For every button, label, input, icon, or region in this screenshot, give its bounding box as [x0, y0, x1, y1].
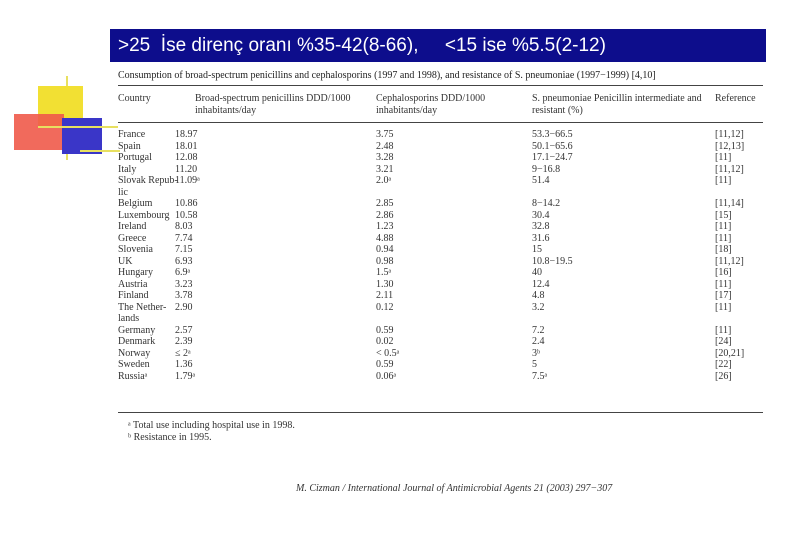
- cell-country: Spain: [118, 140, 141, 152]
- cell-cephalosporins: 0.02: [376, 336, 394, 347]
- footnote-b: ᵇ Resistance in 1995.: [128, 432, 212, 443]
- cell-reference: [11]: [715, 324, 732, 336]
- cell-cephalosporins: 4.88: [376, 232, 394, 244]
- cell-resistance: 7.5ᵃ: [532, 370, 548, 382]
- cell-reference: [16]: [715, 267, 732, 278]
- cell-reference: [12,13]: [715, 140, 745, 152]
- cell-resistance: 40: [532, 267, 542, 278]
- cell-penicillins: 11.09ᵃ: [175, 175, 200, 186]
- cell-penicillins: 18.97: [175, 129, 198, 140]
- cell-resistance: 15: [532, 244, 542, 255]
- cell-penicillins: 10.86: [175, 198, 198, 209]
- cell-resistance: 50.1−65.6: [532, 140, 573, 152]
- cell-cephalosporins: 2.0ᵃ: [376, 175, 392, 186]
- table-bottom-rule: [118, 412, 763, 413]
- cell-resistance: 4.8: [532, 290, 545, 301]
- cell-country: UK: [118, 255, 133, 267]
- cell-penicillins: 10.58: [175, 209, 198, 221]
- cell-penicillins: 12.08: [175, 152, 198, 163]
- cell-cephalosporins: < 0.5ᵃ: [376, 347, 400, 359]
- cell-country: Hungary: [118, 267, 153, 278]
- cell-reference: [11]: [715, 175, 732, 186]
- cell-country-continued: lic: [118, 186, 128, 198]
- cell-cephalosporins: 3.28: [376, 152, 394, 163]
- decorative-blue-square: [62, 118, 102, 154]
- cell-country: The Nether-: [118, 301, 167, 313]
- cell-resistance: 30.4: [532, 209, 550, 221]
- cell-penicillins: 6.93: [175, 255, 193, 267]
- header-resistance: S. pneumoniae Penicillin intermediate and resistant (%): [532, 93, 702, 116]
- cell-cephalosporins: 0.98: [376, 255, 394, 267]
- cell-cephalosporins: 0.59: [376, 359, 394, 370]
- cell-reference: [11,12]: [715, 255, 744, 267]
- footnote-a: ᵃ Total use including hospital use in 1998.: [128, 420, 295, 431]
- cell-country: Ireland: [118, 221, 147, 232]
- cell-resistance: 10.8−19.5: [532, 255, 573, 267]
- cell-penicillins: 6.9ᵃ: [175, 267, 191, 278]
- cell-reference: [11]: [715, 221, 732, 232]
- cell-country: Finland: [118, 290, 149, 301]
- cell-country: France: [118, 129, 146, 140]
- cell-country: Norway: [118, 347, 151, 359]
- cell-penicillins: 11.20: [175, 163, 198, 175]
- cell-reference: [15]: [715, 209, 732, 221]
- cell-country: Denmark: [118, 336, 156, 347]
- cell-resistance: 53.3−66.5: [532, 129, 573, 140]
- table-top-rule: [118, 85, 763, 86]
- cell-country: Austria: [118, 278, 148, 290]
- cell-country: Belgium: [118, 198, 153, 209]
- cell-country: Germany: [118, 324, 156, 336]
- cell-reference: [20,21]: [715, 347, 745, 359]
- cell-penicillins: 18.01: [175, 140, 198, 152]
- cell-resistance: 3.2: [532, 301, 545, 313]
- cell-reference: [26]: [715, 370, 732, 382]
- decorative-line: [80, 150, 120, 152]
- cell-resistance: 31.6: [532, 232, 550, 244]
- cell-cephalosporins: 3.75: [376, 129, 394, 140]
- header-country: Country: [118, 93, 151, 104]
- cell-cephalosporins: 1.5ᵃ: [376, 267, 392, 278]
- cell-resistance: 5: [532, 359, 537, 370]
- cell-country: Italy: [118, 163, 137, 175]
- cell-cephalosporins: 0.94: [376, 244, 394, 255]
- cell-reference: [24]: [715, 336, 732, 347]
- cell-resistance: 9−16.8: [532, 163, 561, 175]
- cell-penicillins: 7.74: [175, 232, 193, 244]
- cell-resistance: 2.4: [532, 336, 545, 347]
- table-header-rule: [118, 122, 763, 123]
- cell-reference: [11,12]: [715, 163, 744, 175]
- cell-country: Greece: [118, 232, 147, 244]
- cell-cephalosporins: 0.12: [376, 301, 394, 313]
- cell-reference: [11]: [715, 278, 732, 290]
- cell-resistance: 8−14.2: [532, 198, 561, 209]
- cell-penicillins: 2.90: [175, 301, 193, 313]
- cell-reference: [11]: [715, 152, 732, 163]
- cell-reference: [11,14]: [715, 198, 744, 209]
- cell-reference: [11,12]: [715, 129, 744, 140]
- cell-resistance: 7.2: [532, 324, 545, 336]
- cell-resistance: 17.1−24.7: [532, 152, 573, 163]
- cell-cephalosporins: 3.21: [376, 163, 394, 175]
- cell-penicillins: ≤ 2ᵃ: [175, 347, 191, 359]
- cell-cephalosporins: 2.86: [376, 209, 394, 221]
- cell-country: Slovenia: [118, 244, 153, 255]
- cell-reference: [18]: [715, 244, 732, 255]
- cell-cephalosporins: 2.85: [376, 198, 394, 209]
- cell-penicillins: 2.57: [175, 324, 193, 336]
- cell-penicillins: 3.78: [175, 290, 193, 301]
- cell-cephalosporins: 2.11: [376, 290, 394, 301]
- cell-country: Slovak Repub-: [118, 175, 178, 186]
- cell-resistance: 51.4: [532, 175, 550, 186]
- header-penicillins: Broad-spectrum penicillins DDD/1000 inhabitants/day: [195, 93, 351, 116]
- cell-cephalosporins: 1.23: [376, 221, 394, 232]
- cell-penicillins: 8.03: [175, 221, 193, 232]
- cell-cephalosporins: 0.59: [376, 324, 394, 336]
- cell-cephalosporins: 0.06ᵃ: [376, 370, 397, 382]
- cell-reference: [17]: [715, 290, 732, 301]
- cell-reference: [11]: [715, 232, 732, 244]
- cell-penicillins: 1.36: [175, 359, 193, 370]
- journal-citation: M. Cizman / International Journal of Antimicrobial Agents 21 (2003) 297−307: [296, 483, 613, 494]
- cell-penicillins: 2.39: [175, 336, 193, 347]
- header-cephalosporins: Cephalosporins DDD/1000 inhabitants/day: [376, 93, 486, 116]
- cell-reference: [22]: [715, 359, 732, 370]
- cell-country-continued: lands: [118, 313, 140, 324]
- cell-country: Sweden: [118, 359, 150, 370]
- cell-resistance: 3ᵇ: [532, 347, 541, 359]
- slide-title-banner: >25 İse direnç oranı %35-42(8-66), <15 ise %5.5(2-12): [110, 29, 766, 62]
- cell-penicillins: 7.15: [175, 244, 193, 255]
- cell-country: Luxembourg: [118, 209, 170, 221]
- cell-penicillins: 3.23: [175, 278, 193, 290]
- decorative-line: [38, 126, 118, 128]
- cell-country: Russiaᵃ: [118, 370, 148, 382]
- cell-reference: [11]: [715, 301, 732, 313]
- header-reference: Reference: [715, 93, 756, 104]
- decorative-red-square: [14, 114, 64, 150]
- cell-resistance: 12.4: [532, 278, 550, 290]
- cell-resistance: 32.8: [532, 221, 550, 232]
- cell-country: Portugal: [118, 152, 152, 163]
- table-caption: Consumption of broad-spectrum penicillins and cephalosporins (1997 and 1998), and resistance of S. pneumoniae (1997−1999) [4,10]: [118, 70, 656, 81]
- cell-cephalosporins: 2.48: [376, 140, 394, 152]
- cell-penicillins: 1.79ᵃ: [175, 370, 196, 382]
- cell-cephalosporins: 1.30: [376, 278, 394, 290]
